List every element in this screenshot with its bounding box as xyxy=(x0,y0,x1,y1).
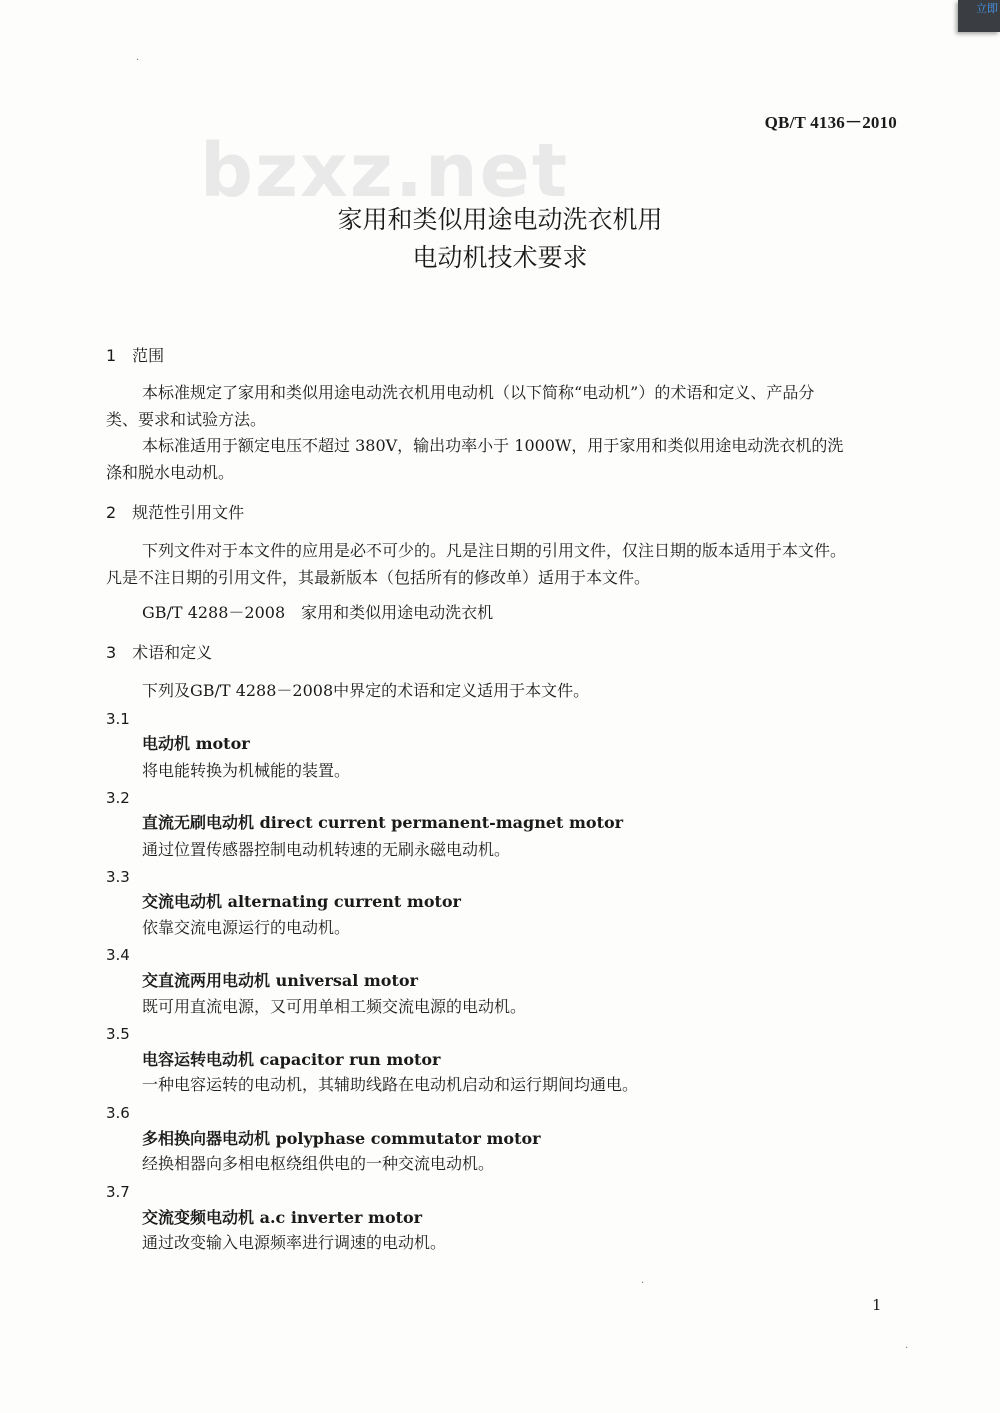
watermark: bzxz.net xyxy=(200,128,570,214)
standard-number: QB/T 4136－2010 xyxy=(764,113,897,132)
term-number: 3.1 xyxy=(106,710,130,728)
title-line-2: 电动机技术要求 xyxy=(412,243,588,272)
section-1-para-1-line-1: 本标准规定了家用和类似用途电动洗衣机用电动机（以下简称“电动机”）的术语和定义、产品分 xyxy=(142,383,815,402)
term-title: 交直流两用电动机 universal motor xyxy=(142,971,418,990)
term-definition: 既可用直流电源，又可用单相工频交流电源的电动机。 xyxy=(142,997,527,1016)
term-number: 3.5 xyxy=(106,1025,130,1043)
normative-reference: GB/T 4288－2008 家用和类似用途电动洗衣机 xyxy=(142,603,494,622)
scan-speck: · xyxy=(641,1278,645,1289)
term-number: 3.7 xyxy=(106,1183,130,1201)
term-title: 多相换向器电动机 polyphase commutator motor xyxy=(142,1129,541,1148)
term-number: 3.3 xyxy=(106,868,130,886)
term-title: 直流无刷电动机 direct current permanent-magnet motor xyxy=(142,813,624,832)
term-number: 3.4 xyxy=(106,946,130,964)
section-2-para-line-1: 下列文件对于本文件的应用是必不可少的。凡是注日期的引用文件，仅注日期的版本适用于本文件。 xyxy=(142,541,847,560)
term-definition: 通过位置传感器控制电动机转速的无刷永磁电动机。 xyxy=(142,840,511,859)
section-2-para-line-2: 凡是不注日期的引用文件，其最新版本（包括所有的修改单）适用于本文件。 xyxy=(106,568,651,587)
term-title: 交流电动机 alternating current motor xyxy=(142,892,461,911)
term-definition: 一种电容运转的电动机，其辅助线路在电动机启动和运行期间均通电。 xyxy=(142,1075,639,1094)
scan-speck: · xyxy=(905,1343,909,1354)
corner-tab[interactable] xyxy=(958,0,1000,32)
section-1-para-1-line-2: 类、要求和试验方法。 xyxy=(106,410,267,429)
term-number: 3.2 xyxy=(106,789,130,807)
term-definition: 依靠交流电源运行的电动机。 xyxy=(142,918,351,937)
section-2-heading: 2 规范性引用文件 xyxy=(106,503,245,522)
term-title: 电容运转电动机 capacitor run motor xyxy=(142,1050,441,1069)
term-definition: 将电能转换为机械能的装置。 xyxy=(142,761,351,780)
term-title: 交流变频电动机 a.c inverter motor xyxy=(142,1208,423,1227)
corner-tab-label[interactable]: 立即 xyxy=(976,2,998,15)
term-title: 电动机 motor xyxy=(142,734,250,753)
scan-speck: · xyxy=(136,55,140,66)
title-line-1: 家用和类似用途电动洗衣机用 xyxy=(337,205,663,234)
term-definition: 通过改变输入电源频率进行调速的电动机。 xyxy=(142,1233,447,1252)
section-1-para-2-line-2: 涤和脱水电动机。 xyxy=(106,463,235,482)
section-3-intro: 下列及GB/T 4288－2008中界定的术语和定义适用于本文件。 xyxy=(142,681,590,700)
term-definition: 经换相器向多相电枢绕组供电的一种交流电动机。 xyxy=(142,1154,495,1173)
term-number: 3.6 xyxy=(106,1104,130,1122)
section-3-heading: 3 术语和定义 xyxy=(106,643,213,662)
section-1-heading: 1 范围 xyxy=(106,346,165,365)
section-1-para-2-line-1: 本标准适用于额定电压不超过 380V，输出功率小于 1000W，用于家用和类似用途电动洗衣机的洗 xyxy=(142,436,844,455)
page-number: 1 xyxy=(872,1296,882,1314)
